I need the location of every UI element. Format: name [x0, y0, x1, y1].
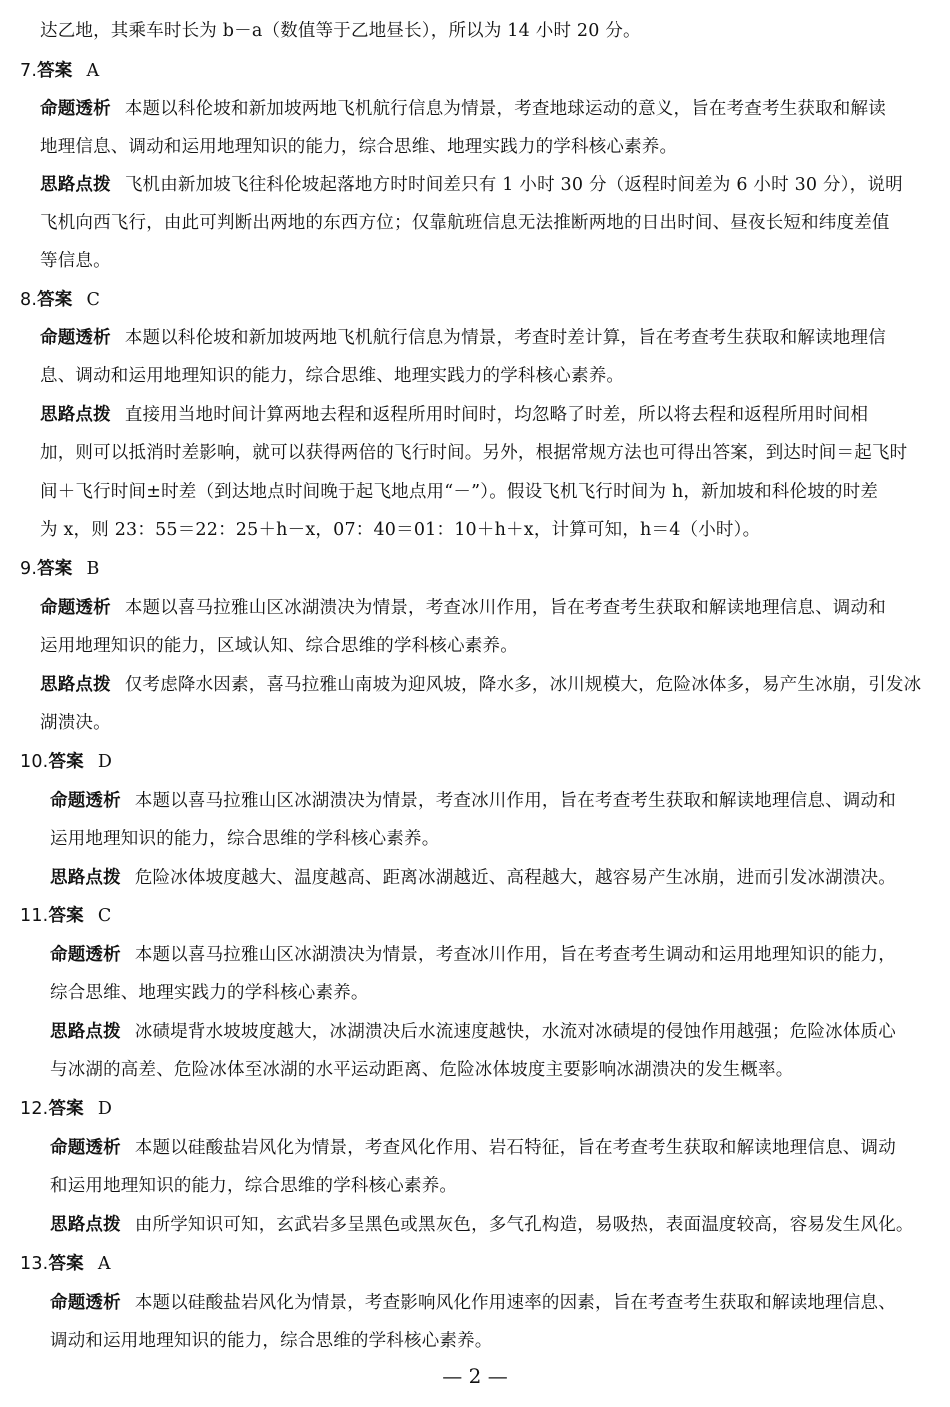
analysis-text: 本题以喜马拉雅山区冰湖溃决为情景，考查冰川作用，旨在考查考生调动和运用地理知识的能力， [134, 945, 896, 965]
approach-text: 仅考虑降水因素，喜马拉雅山南坡为迎风坡，降水多，冰川规模大，危险冰体多，易产生冰崩，引发冰 [124, 675, 922, 695]
approach-text: 为 x，则 23：55＝22：25＋h－x，07：40＝01：10＋h＋x，计算可知，h＝4（小时）。 [40, 520, 761, 540]
approach-label: 思路点拨 [40, 405, 111, 425]
analysis-text: 运用地理知识的能力，综合思维的学科核心素养。 [50, 829, 440, 849]
analysis-line [50, 790, 896, 812]
approach-text: 危险冰体坡度越大、温度越高、距离冰湖越近、高程越大，越容易产生冰崩，进而引发冰湖溃决。 [134, 868, 896, 888]
question-number: 10. [20, 752, 49, 772]
approach-label: 思路点拨 [40, 175, 111, 195]
approach-line [40, 674, 921, 696]
approach-text: 等信息。 [40, 251, 111, 271]
analysis-line [40, 327, 886, 349]
question-number: 9. [20, 559, 38, 579]
analysis-label: 命题透析 [50, 1293, 121, 1313]
answer-line-q10 [20, 751, 112, 773]
analysis-label: 命题透析 [40, 328, 111, 348]
approach-label: 思路点拨 [50, 1022, 121, 1042]
analysis-line [50, 1137, 896, 1159]
analysis-text: 本题以硅酸盐岩风化为情景，考查影响风化作用速率的因素，旨在考查考生获取和解读地理信息、 [134, 1293, 896, 1313]
approach-text: 加，则可以抵消时差影响，就可以获得两倍的飞行时间。另外，根据常规方法也可得出答案，到达时间＝起飞时 [40, 443, 908, 463]
answer-value: D [97, 752, 113, 772]
analysis-text: 本题以喜马拉雅山区冰湖溃决为情景，考查冰川作用，旨在考查考生获取和解读地理信息、调动和 [124, 598, 886, 618]
approach-text: 飞机由新加坡飞往科伦坡起落地方时时间差只有 1 小时 30 分（返程时间差为 6 小时 30 分），说明 [124, 175, 903, 195]
answer-label: 答案 [37, 61, 73, 81]
analysis-label: 命题透析 [50, 791, 121, 811]
answer-label: 答案 [48, 906, 84, 926]
question-number: 12. [20, 1099, 49, 1119]
approach-text: 冰碛堤背水坡坡度越大，冰湖溃决后水流速度越快，水流对冰碛堤的侵蚀作用越强；危险冰体质心 [134, 1022, 896, 1042]
analysis-label: 命题透析 [40, 99, 111, 119]
approach-line [40, 174, 903, 196]
page-number: — 2 — [442, 1364, 508, 1388]
analysis-text: 和运用地理知识的能力，综合思维的学科核心素养。 [50, 1176, 458, 1196]
answer-label: 答案 [37, 290, 73, 310]
analysis-line [40, 98, 886, 120]
approach-label: 思路点拨 [50, 868, 121, 888]
intro-line: 达乙地，其乘车时长为 b－a（数值等于乙地昼长），所以为 14 小时 20 分。 [40, 21, 641, 41]
analysis-text: 调动和运用地理知识的能力，综合思维的学科核心素养。 [50, 1331, 493, 1351]
analysis-line [50, 944, 896, 966]
answer-line-q7 [20, 60, 99, 82]
answer-label: 答案 [48, 752, 84, 772]
analysis-text: 综合思维、地理实践力的学科核心素养。 [50, 983, 369, 1003]
answer-value: C [86, 290, 101, 310]
analysis-text: 息、调动和运用地理知识的能力，综合思维、地理实践力的学科核心素养。 [40, 366, 625, 386]
answer-line-q13 [20, 1253, 111, 1275]
analysis-label: 命题透析 [50, 1138, 121, 1158]
analysis-line [40, 597, 886, 619]
answer-value: C [97, 906, 112, 926]
approach-text: 直接用当地时间计算两地去程和返程所用时间时，均忽略了时差，所以将去程和返程所用时间相 [124, 405, 869, 425]
approach-line [40, 404, 868, 426]
question-number: 8. [20, 290, 38, 310]
analysis-text: 本题以喜马拉雅山区冰湖溃决为情景，考查冰川作用，旨在考查考生获取和解读地理信息、调动和 [134, 791, 896, 811]
question-number: 11. [20, 906, 49, 926]
question-number: 7. [20, 61, 38, 81]
answer-label: 答案 [48, 1099, 84, 1119]
analysis-label: 命题透析 [50, 945, 121, 965]
question-number: 13. [20, 1254, 49, 1274]
approach-line [50, 1021, 896, 1043]
analysis-text: 本题以硅酸盐岩风化为情景，考查风化作用、岩石特征，旨在考查考生获取和解读地理信息、调动 [134, 1138, 896, 1158]
answer-label: 答案 [37, 559, 73, 579]
approach-text: 间＋飞行时间±时差（到达地点时间晚于起飞地点用“－”）。假设飞机飞行时间为 h，新加坡和科伦坡的时差 [40, 482, 879, 502]
answer-value: A [86, 61, 100, 81]
answer-line-q12 [20, 1098, 112, 1120]
answer-line-q9 [20, 558, 100, 580]
approach-text: 与冰湖的高差、危险冰体至冰湖的水平运动距离、危险冰体坡度主要影响冰湖溃决的发生概率。 [50, 1060, 794, 1080]
analysis-line [50, 1292, 896, 1314]
answer-value: A [97, 1254, 111, 1274]
approach-label: 思路点拨 [50, 1215, 121, 1235]
approach-line [50, 867, 896, 889]
analysis-text: 地理信息、调动和运用地理知识的能力，综合思维、地理实践力的学科核心素养。 [40, 137, 678, 157]
analysis-text: 本题以科伦坡和新加坡两地飞机航行信息为情景，考查地球运动的意义，旨在考查考生获取和解读 [124, 99, 886, 119]
analysis-label: 命题透析 [40, 598, 111, 618]
approach-line [50, 1214, 914, 1236]
answer-value: D [97, 1099, 113, 1119]
approach-text: 湖溃决。 [40, 713, 111, 733]
answer-label: 答案 [48, 1254, 84, 1274]
analysis-text: 运用地理知识的能力，区域认知、综合思维的学科核心素养。 [40, 636, 518, 656]
approach-text: 飞机向西飞行，由此可判断出两地的东西方位；仅靠航班信息无法推断两地的日出时间、昼夜长短和纬度差值 [40, 213, 890, 233]
approach-label: 思路点拨 [40, 675, 111, 695]
approach-text: 由所学知识可知，玄武岩多呈黑色或黑灰色，多气孔构造，易吸热，表面温度较高，容易发生风化。 [134, 1215, 914, 1235]
answer-line-q11 [20, 905, 111, 927]
answer-value: B [86, 559, 100, 579]
answer-line-q8 [20, 289, 100, 311]
analysis-text: 本题以科伦坡和新加坡两地飞机航行信息为情景，考查时差计算，旨在考查考生获取和解读地理信 [124, 328, 886, 348]
